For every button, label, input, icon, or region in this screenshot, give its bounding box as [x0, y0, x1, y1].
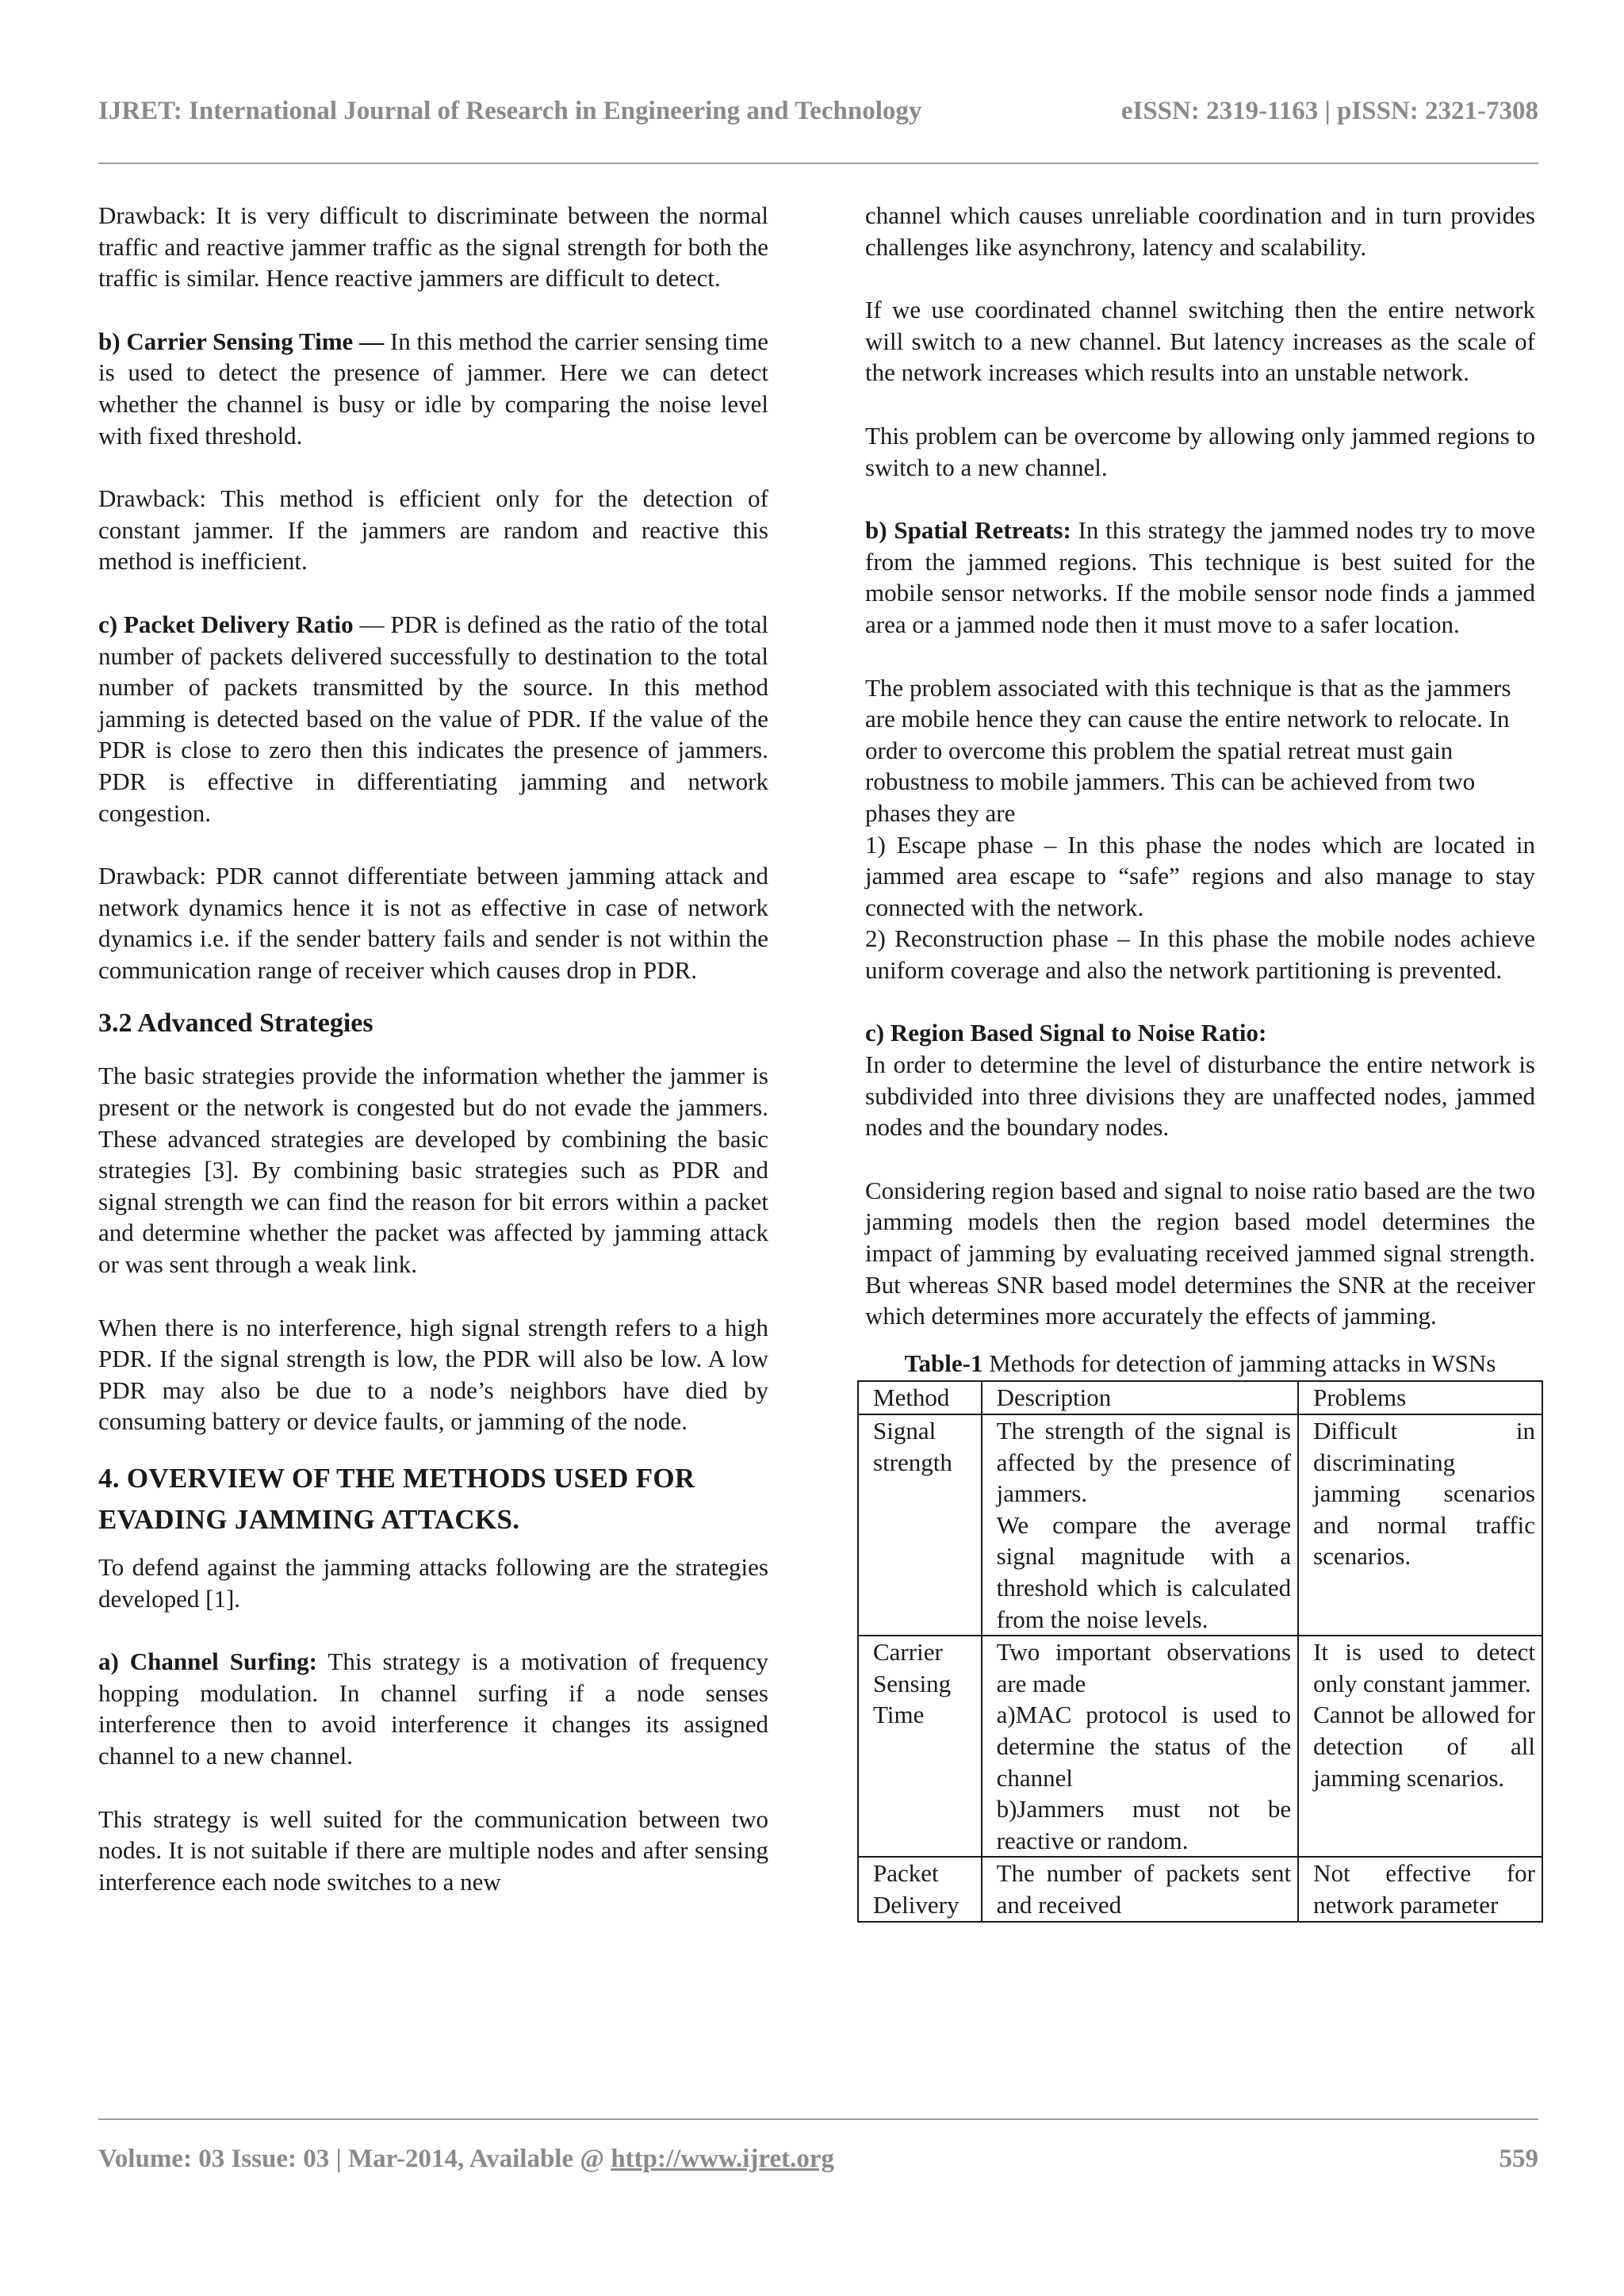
- table-caption-lead: Table-1: [904, 1349, 983, 1377]
- page-number: 559: [1499, 2145, 1538, 2173]
- table-cell-description: [982, 1636, 1299, 1857]
- journal-title: IJRET: International Journal of Research in Engineering and Technology: [98, 97, 922, 125]
- section-heading: [98, 1458, 768, 1540]
- paragraph: The basic strategies provide the information whether the jammer is present or the network is congested but do not evade the jammers. These advanced strategies are developed by combining the basic strategies [3]. By combining basic strategies such as PDR and signal strength we can find the reason for bit errors within a packet and determine whether the packet was affected by jamming attack or was sent through a weak link.: [98, 1062, 768, 1279]
- paragraph: If we use coordinated channel switching then the entire network will switch to a new channel. But latency increases as the scale of the network increases which results into an unstable network.: [865, 296, 1535, 387]
- table-row: [858, 1414, 1542, 1636]
- cell-text: Two important observations are made: [996, 1638, 1292, 1697]
- table-cell-method: Signal strength: [858, 1414, 982, 1636]
- table-caption-text: Methods for detection of jamming attacks in WSNs: [982, 1349, 1496, 1377]
- paragraph: channel which causes unreliable coordination and in turn provides challenges like asynchrony, latency and scalability.: [865, 201, 1535, 261]
- paragraph: To defend against the jamming attacks following are the strategies developed [1].: [98, 1553, 768, 1613]
- journal-link[interactable]: http://www.ijret.org: [611, 2145, 834, 2173]
- table-cell-problems: Difficult in discriminating jamming scenarios and normal traffic scenarios.: [1298, 1414, 1542, 1636]
- paragraph: Considering region based and signal to noise ratio based are the two jamming models then the region based model determines the impact of jamming by evaluating received jammed signal strength. But whereas SNR based model determines the SNR at the receiver which determines more accurately the effects of jamming.: [865, 1176, 1535, 1330]
- table-header-cell: Description: [982, 1381, 1299, 1414]
- paragraph: [98, 326, 768, 451]
- volume-text: Volume: 03 Issue: 03 | Mar-2014, Available @: [98, 2145, 611, 2173]
- table-cell-method: Packet Delivery: [858, 1857, 982, 1921]
- list-item: 1) Escape phase – In this phase the nodes which are located in jammed area escape to “safe” regions and also manage to stay connected with the network.: [865, 830, 1535, 921]
- paragraph-lead: b) Spatial Retreats:: [865, 516, 1071, 545]
- page-header: [98, 97, 1538, 126]
- paragraph-text: This strategy is a motivation of frequency hopping modulation. In channel surfing if a node senses interference then to avoid interference it changes its assigned channel to a new channel.: [98, 1647, 768, 1770]
- page-footer: [98, 2145, 1538, 2174]
- paragraph-text: In this strategy the jammed nodes try to move from the jammed regions. This technique is best suited for the mobile sensor networks. If the mobile sensor node finds a jammed area or a jammed node then it must move to a safer location.: [865, 516, 1536, 638]
- cell-text: The strength of the signal is affected by the presence of jammers.: [996, 1417, 1292, 1508]
- paragraph: The problem associated with this technique is that as the jammers are mobile hence they can cause the entire network to relocate. In order to overcome this problem the spatial retreat must gain robustness to mobile jammers. This can be achieved from two phases they are: [865, 673, 1511, 827]
- cell-text: a)MAC protocol is used to determine the status of the channel: [996, 1701, 1292, 1792]
- right-column: [865, 200, 1535, 1923]
- table-caption: [865, 1348, 1535, 1380]
- paragraph: [865, 1017, 1535, 1142]
- table-header-cell: Problems: [1298, 1381, 1542, 1414]
- heading-line-2: EVADING JAMMING ATTACKS.: [98, 1504, 520, 1535]
- footer-volume: [98, 2145, 834, 2174]
- paragraph: Drawback: It is very difficult to discriminate between the normal traffic and reactive jammer traffic as the signal strength for both the traffic is similar. Hence reactive jammers are difficult to detect.: [98, 201, 768, 293]
- table-cell-problems: Not effective for network parameter: [1298, 1857, 1542, 1921]
- left-column: [98, 200, 768, 1897]
- cell-text: Cannot be allowed for detection of all jamming scenarios.: [1313, 1701, 1535, 1792]
- cell-text: We compare the average signal magnitude with a threshold which is calculated from the noise levels.: [996, 1510, 1292, 1633]
- paragraph: This strategy is well suited for the communication between two nodes. It is not suitable if there are multiple nodes and after sensing interference each node switches to a new: [98, 1804, 768, 1896]
- section-heading: 3.2 Advanced Strategies: [98, 1008, 373, 1039]
- cell-text: b)Jammers must not be reactive or random.: [996, 1795, 1292, 1854]
- paragraph: Drawback: This method is efficient only for the detection of constant jammer. If the jammers are random and reactive this method is inefficient.: [98, 484, 768, 576]
- table-row: [858, 1857, 1542, 1921]
- paragraph-lead: b) Carrier Sensing Time —: [98, 327, 385, 355]
- paragraph-lead: c) Region Based Signal to Noise Ratio:: [865, 1019, 1267, 1047]
- footer-divider: [98, 2118, 1538, 2120]
- table-cell-method: Carrier Sensing Time: [858, 1636, 982, 1857]
- table-cell-description: The number of packets sent and received: [982, 1857, 1299, 1921]
- paragraph: [98, 1646, 768, 1771]
- cell-text: It is used to detect only constant jammer.: [1313, 1638, 1535, 1697]
- header-divider: [98, 163, 1538, 164]
- paragraph-text: In order to determine the level of disturbance the entire network is subdivided into three divisions they are unaffected nodes, jammed nodes and the boundary nodes.: [865, 1050, 1535, 1142]
- paragraph: Drawback: PDR cannot differentiate between jamming attack and network dynamics hence it is not as effective in case of network dynamics i.e. if the sender battery fails and sender is not within the communication range of receiver which causes drop in PDR.: [98, 862, 768, 984]
- paragraph-text: — PDR is defined as the ratio of the total number of packets delivered successfully to destination to the total number of packets transmitted by the source. In this method jamming is detected based on the value of PDR. If the value of the PDR is close to zero then this indicates the presence of jammers. PDR is effective in differentiating jamming and network congestion.: [98, 610, 768, 827]
- paragraph: This problem can be overcome by allowing only jammed regions to switch to a new channel.: [865, 421, 1535, 481]
- paragraph-lead: c) Packet Delivery Ratio: [98, 610, 354, 638]
- table-row: [858, 1636, 1542, 1857]
- heading-line-1: 4. OVERVIEW OF THE METHODS USED FOR: [98, 1463, 695, 1494]
- paragraph: [98, 609, 768, 828]
- paragraph: When there is no interference, high signal strength refers to a high PDR. If the signal strength is low, the PDR will also be low. A low PDR may also be due to a node’s neighbors have died by consuming battery or device faults, or jamming of the node.: [98, 1313, 768, 1436]
- table-header-cell: Method: [858, 1381, 982, 1414]
- paragraph-text: In this method the carrier sensing time is used to detect the presence of jammer. Here we can detect whether the channel is busy or idle by comparing the noise level with fixed threshold.: [98, 327, 769, 450]
- table-cell-description: [982, 1414, 1299, 1636]
- list-item: 2) Reconstruction phase – In this phase the mobile nodes achieve uniform coverage and also the network partitioning is prevented.: [865, 924, 1535, 984]
- methods-table: [857, 1380, 1543, 1922]
- issn: eISSN: 2319-1163 | pISSN: 2321-7308: [1120, 97, 1538, 125]
- table-header-row: [858, 1381, 1542, 1414]
- table-cell-problems: [1298, 1636, 1542, 1857]
- paragraph-lead: a) Channel Surfing:: [98, 1647, 317, 1676]
- paragraph: [865, 515, 1535, 640]
